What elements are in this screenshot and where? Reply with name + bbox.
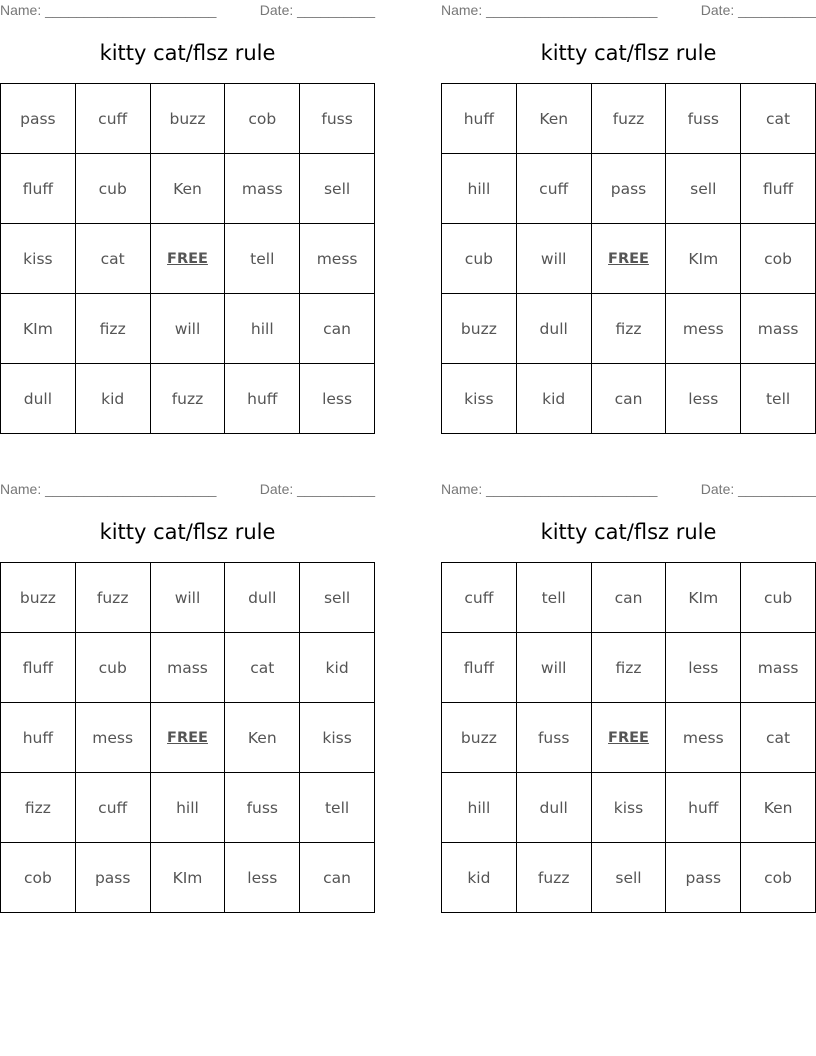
word-cell: less bbox=[666, 364, 741, 434]
word-cell: cob bbox=[741, 224, 816, 294]
card-header bbox=[441, 479, 816, 501]
word-cell: fizz bbox=[75, 294, 150, 364]
word-cell: dull bbox=[516, 773, 591, 843]
word-cell: pass bbox=[666, 843, 741, 913]
free-space-cell: FREE bbox=[150, 224, 225, 294]
date-field: Date: __________ bbox=[700, 481, 816, 497]
word-cell: fuss bbox=[666, 84, 741, 154]
date-field: Date: __________ bbox=[259, 481, 375, 497]
word-cell: fizz bbox=[591, 633, 666, 703]
word-cell: fluff bbox=[741, 154, 816, 224]
word-cell: kiss bbox=[591, 773, 666, 843]
word-cell: fizz bbox=[1, 773, 76, 843]
word-cell: huff bbox=[666, 773, 741, 843]
word-cell: will bbox=[516, 633, 591, 703]
word-cell: fuss bbox=[516, 703, 591, 773]
word-cell: dull bbox=[516, 294, 591, 364]
bingo-card bbox=[0, 479, 375, 913]
bingo-grid bbox=[441, 83, 816, 434]
word-cell: sell bbox=[666, 154, 741, 224]
word-cell: tell bbox=[516, 563, 591, 633]
word-cell: kid bbox=[300, 633, 375, 703]
word-cell: can bbox=[591, 364, 666, 434]
grid-row bbox=[1, 224, 375, 294]
bingo-card bbox=[0, 0, 375, 434]
word-cell: kiss bbox=[442, 364, 517, 434]
word-cell: KIm bbox=[150, 843, 225, 913]
bingo-grid bbox=[0, 562, 375, 913]
word-cell: hill bbox=[150, 773, 225, 843]
grid-row bbox=[1, 84, 375, 154]
grid-row bbox=[442, 364, 816, 434]
word-cell: tell bbox=[741, 364, 816, 434]
word-cell: mass bbox=[741, 633, 816, 703]
word-cell: fuss bbox=[300, 84, 375, 154]
free-space-cell: FREE bbox=[591, 703, 666, 773]
grid-row bbox=[1, 294, 375, 364]
name-field: Name: ______________________ bbox=[0, 481, 217, 497]
word-cell: less bbox=[300, 364, 375, 434]
word-cell: cub bbox=[75, 633, 150, 703]
word-cell: cat bbox=[75, 224, 150, 294]
word-cell: pass bbox=[591, 154, 666, 224]
date-field: Date: __________ bbox=[700, 2, 816, 18]
word-cell: buzz bbox=[1, 563, 76, 633]
word-cell: sell bbox=[300, 563, 375, 633]
word-cell: cub bbox=[741, 563, 816, 633]
word-cell: cuff bbox=[442, 563, 517, 633]
word-cell: will bbox=[516, 224, 591, 294]
word-cell: cub bbox=[442, 224, 517, 294]
word-cell: Ken bbox=[150, 154, 225, 224]
word-cell: buzz bbox=[442, 703, 517, 773]
grid-row bbox=[442, 773, 816, 843]
word-cell: hill bbox=[442, 154, 517, 224]
name-field: Name: ______________________ bbox=[0, 2, 217, 18]
grid-row bbox=[442, 294, 816, 364]
word-cell: sell bbox=[300, 154, 375, 224]
card-title: kitty cat/flsz rule bbox=[540, 41, 717, 65]
bingo-card bbox=[441, 479, 816, 913]
date-field: Date: __________ bbox=[259, 2, 375, 18]
grid-row bbox=[442, 563, 816, 633]
word-cell: kid bbox=[75, 364, 150, 434]
word-cell: pass bbox=[75, 843, 150, 913]
word-cell: fuss bbox=[225, 773, 300, 843]
word-cell: fluff bbox=[1, 154, 76, 224]
word-cell: KIm bbox=[1, 294, 76, 364]
word-cell: cob bbox=[741, 843, 816, 913]
card-header bbox=[441, 0, 816, 22]
word-cell: mass bbox=[150, 633, 225, 703]
word-cell: buzz bbox=[442, 294, 517, 364]
word-cell: tell bbox=[300, 773, 375, 843]
word-cell: fluff bbox=[442, 633, 517, 703]
grid-row bbox=[442, 154, 816, 224]
grid-row bbox=[1, 843, 375, 913]
word-cell: mess bbox=[666, 703, 741, 773]
grid-row bbox=[1, 633, 375, 703]
word-cell: Ken bbox=[741, 773, 816, 843]
word-cell: will bbox=[150, 294, 225, 364]
word-cell: fluff bbox=[1, 633, 76, 703]
word-cell: fuzz bbox=[516, 843, 591, 913]
word-cell: kid bbox=[442, 843, 517, 913]
grid-row bbox=[1, 364, 375, 434]
word-cell: dull bbox=[225, 563, 300, 633]
word-cell: kiss bbox=[300, 703, 375, 773]
grid-row bbox=[1, 563, 375, 633]
word-cell: fizz bbox=[591, 294, 666, 364]
word-cell: mass bbox=[225, 154, 300, 224]
card-header bbox=[0, 479, 375, 501]
word-cell: fuzz bbox=[150, 364, 225, 434]
word-cell: less bbox=[666, 633, 741, 703]
grid-row bbox=[1, 703, 375, 773]
name-field: Name: ______________________ bbox=[441, 481, 658, 497]
word-cell: hill bbox=[225, 294, 300, 364]
word-cell: fuzz bbox=[75, 563, 150, 633]
word-cell: mass bbox=[741, 294, 816, 364]
word-cell: cob bbox=[225, 84, 300, 154]
word-cell: fuzz bbox=[591, 84, 666, 154]
word-cell: huff bbox=[225, 364, 300, 434]
word-cell: mess bbox=[75, 703, 150, 773]
word-cell: cuff bbox=[75, 84, 150, 154]
bingo-card bbox=[441, 0, 816, 434]
card-header bbox=[0, 0, 375, 22]
word-cell: less bbox=[225, 843, 300, 913]
free-space-cell: FREE bbox=[150, 703, 225, 773]
word-cell: cob bbox=[1, 843, 76, 913]
word-cell: buzz bbox=[150, 84, 225, 154]
name-field: Name: ______________________ bbox=[441, 2, 658, 18]
word-cell: pass bbox=[1, 84, 76, 154]
word-cell: cat bbox=[225, 633, 300, 703]
word-cell: cuff bbox=[516, 154, 591, 224]
word-cell: Ken bbox=[516, 84, 591, 154]
word-cell: can bbox=[300, 843, 375, 913]
word-cell: hill bbox=[442, 773, 517, 843]
word-cell: can bbox=[300, 294, 375, 364]
grid-row bbox=[1, 154, 375, 224]
bingo-grid bbox=[0, 83, 375, 434]
word-cell: huff bbox=[442, 84, 517, 154]
grid-row bbox=[442, 224, 816, 294]
grid-row bbox=[442, 633, 816, 703]
grid-row bbox=[442, 84, 816, 154]
word-cell: mess bbox=[300, 224, 375, 294]
word-cell: KIm bbox=[666, 563, 741, 633]
card-title: kitty cat/flsz rule bbox=[99, 41, 276, 65]
free-space-cell: FREE bbox=[591, 224, 666, 294]
word-cell: tell bbox=[225, 224, 300, 294]
word-cell: mess bbox=[666, 294, 741, 364]
word-cell: cat bbox=[741, 703, 816, 773]
grid-row bbox=[442, 843, 816, 913]
word-cell: dull bbox=[1, 364, 76, 434]
card-title: kitty cat/flsz rule bbox=[540, 520, 717, 544]
word-cell: sell bbox=[591, 843, 666, 913]
bingo-grid bbox=[441, 562, 816, 913]
grid-row bbox=[1, 773, 375, 843]
word-cell: KIm bbox=[666, 224, 741, 294]
card-title: kitty cat/flsz rule bbox=[99, 520, 276, 544]
word-cell: kid bbox=[516, 364, 591, 434]
grid-row bbox=[442, 703, 816, 773]
word-cell: Ken bbox=[225, 703, 300, 773]
word-cell: cuff bbox=[75, 773, 150, 843]
word-cell: huff bbox=[1, 703, 76, 773]
word-cell: kiss bbox=[1, 224, 76, 294]
word-cell: cat bbox=[741, 84, 816, 154]
word-cell: cub bbox=[75, 154, 150, 224]
word-cell: can bbox=[591, 563, 666, 633]
word-cell: will bbox=[150, 563, 225, 633]
